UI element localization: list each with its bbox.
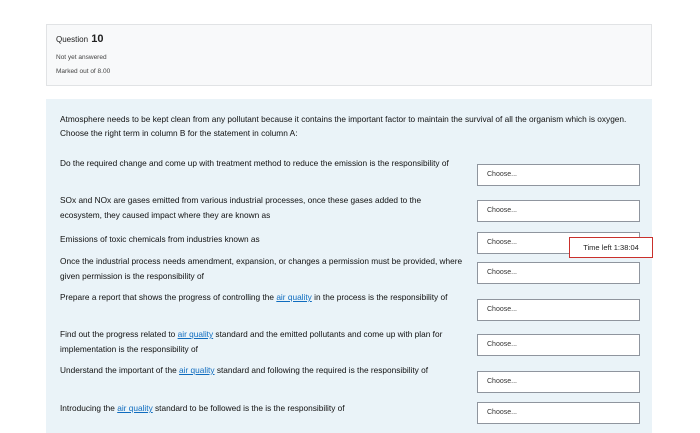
question-number: 10 (91, 33, 104, 45)
answer-select[interactable]: Choose... (477, 371, 640, 393)
air-quality-link[interactable]: air quality (179, 365, 215, 375)
answer-select[interactable]: Choose... (477, 299, 640, 321)
air-quality-link[interactable]: air quality (117, 403, 153, 413)
statement-text: Emissions of toxic chemicals from industries known as (60, 234, 260, 244)
match-row (60, 401, 652, 431)
match-row (60, 193, 652, 223)
statement-text: SOx and NOx are gases emitted from various industrial processes, once these gases added to the ecosystem, they caused impact where they are known as (60, 195, 422, 220)
match-row (60, 363, 652, 393)
statement-text: Prepare a report that shows the progress of controlling the air quality in the process is the responsibility of (60, 292, 448, 302)
statement-text: Introducing the air quality standard to be followed is the is the responsibility of (60, 403, 345, 413)
answer-select[interactable]: Choose... (477, 164, 640, 186)
answer-select[interactable]: Choose... (477, 200, 640, 222)
question-marks: Marked out of 8.00 (56, 68, 111, 75)
match-row (60, 290, 652, 320)
match-row (60, 254, 652, 284)
statement-text: Find out the progress related to air quality standard and the emitted pollutants and come up with plan for implementation is the responsibility of (60, 329, 443, 354)
air-quality-link[interactable]: air quality (177, 329, 214, 339)
match-row (60, 327, 652, 357)
answer-select[interactable]: Choose... (477, 262, 640, 284)
statement-text: Once the industrial process needs amendment, expansion, or changes a permission must be provided, where given permission is the responsibility of (60, 256, 463, 281)
time-left-badge: Time left 1:38:04 (569, 237, 653, 258)
statement-text: Understand the important of the air quality standard and following the required is the responsibility of (60, 365, 429, 375)
question-content (46, 99, 652, 433)
answer-select[interactable]: Choose... (477, 232, 640, 254)
air-quality-link[interactable]: air quality (276, 292, 312, 302)
statement-text: Do the required change and come up with treatment method to reduce the emission is the responsibility of (60, 158, 449, 168)
answer-select[interactable]: Choose... (477, 334, 640, 356)
question-intro: Atmosphere needs to be kept clean from any pollutant because it contains the important factor to maintain the survival of all the organism which is oxygen. Choose the right term in column B for the statement in column A: (60, 114, 627, 138)
match-row (60, 156, 652, 186)
question-status: Not yet answered (56, 54, 107, 61)
answer-select[interactable]: Choose... (477, 402, 640, 424)
question-info-box (46, 24, 652, 86)
question-label: Question 10 (56, 33, 104, 45)
